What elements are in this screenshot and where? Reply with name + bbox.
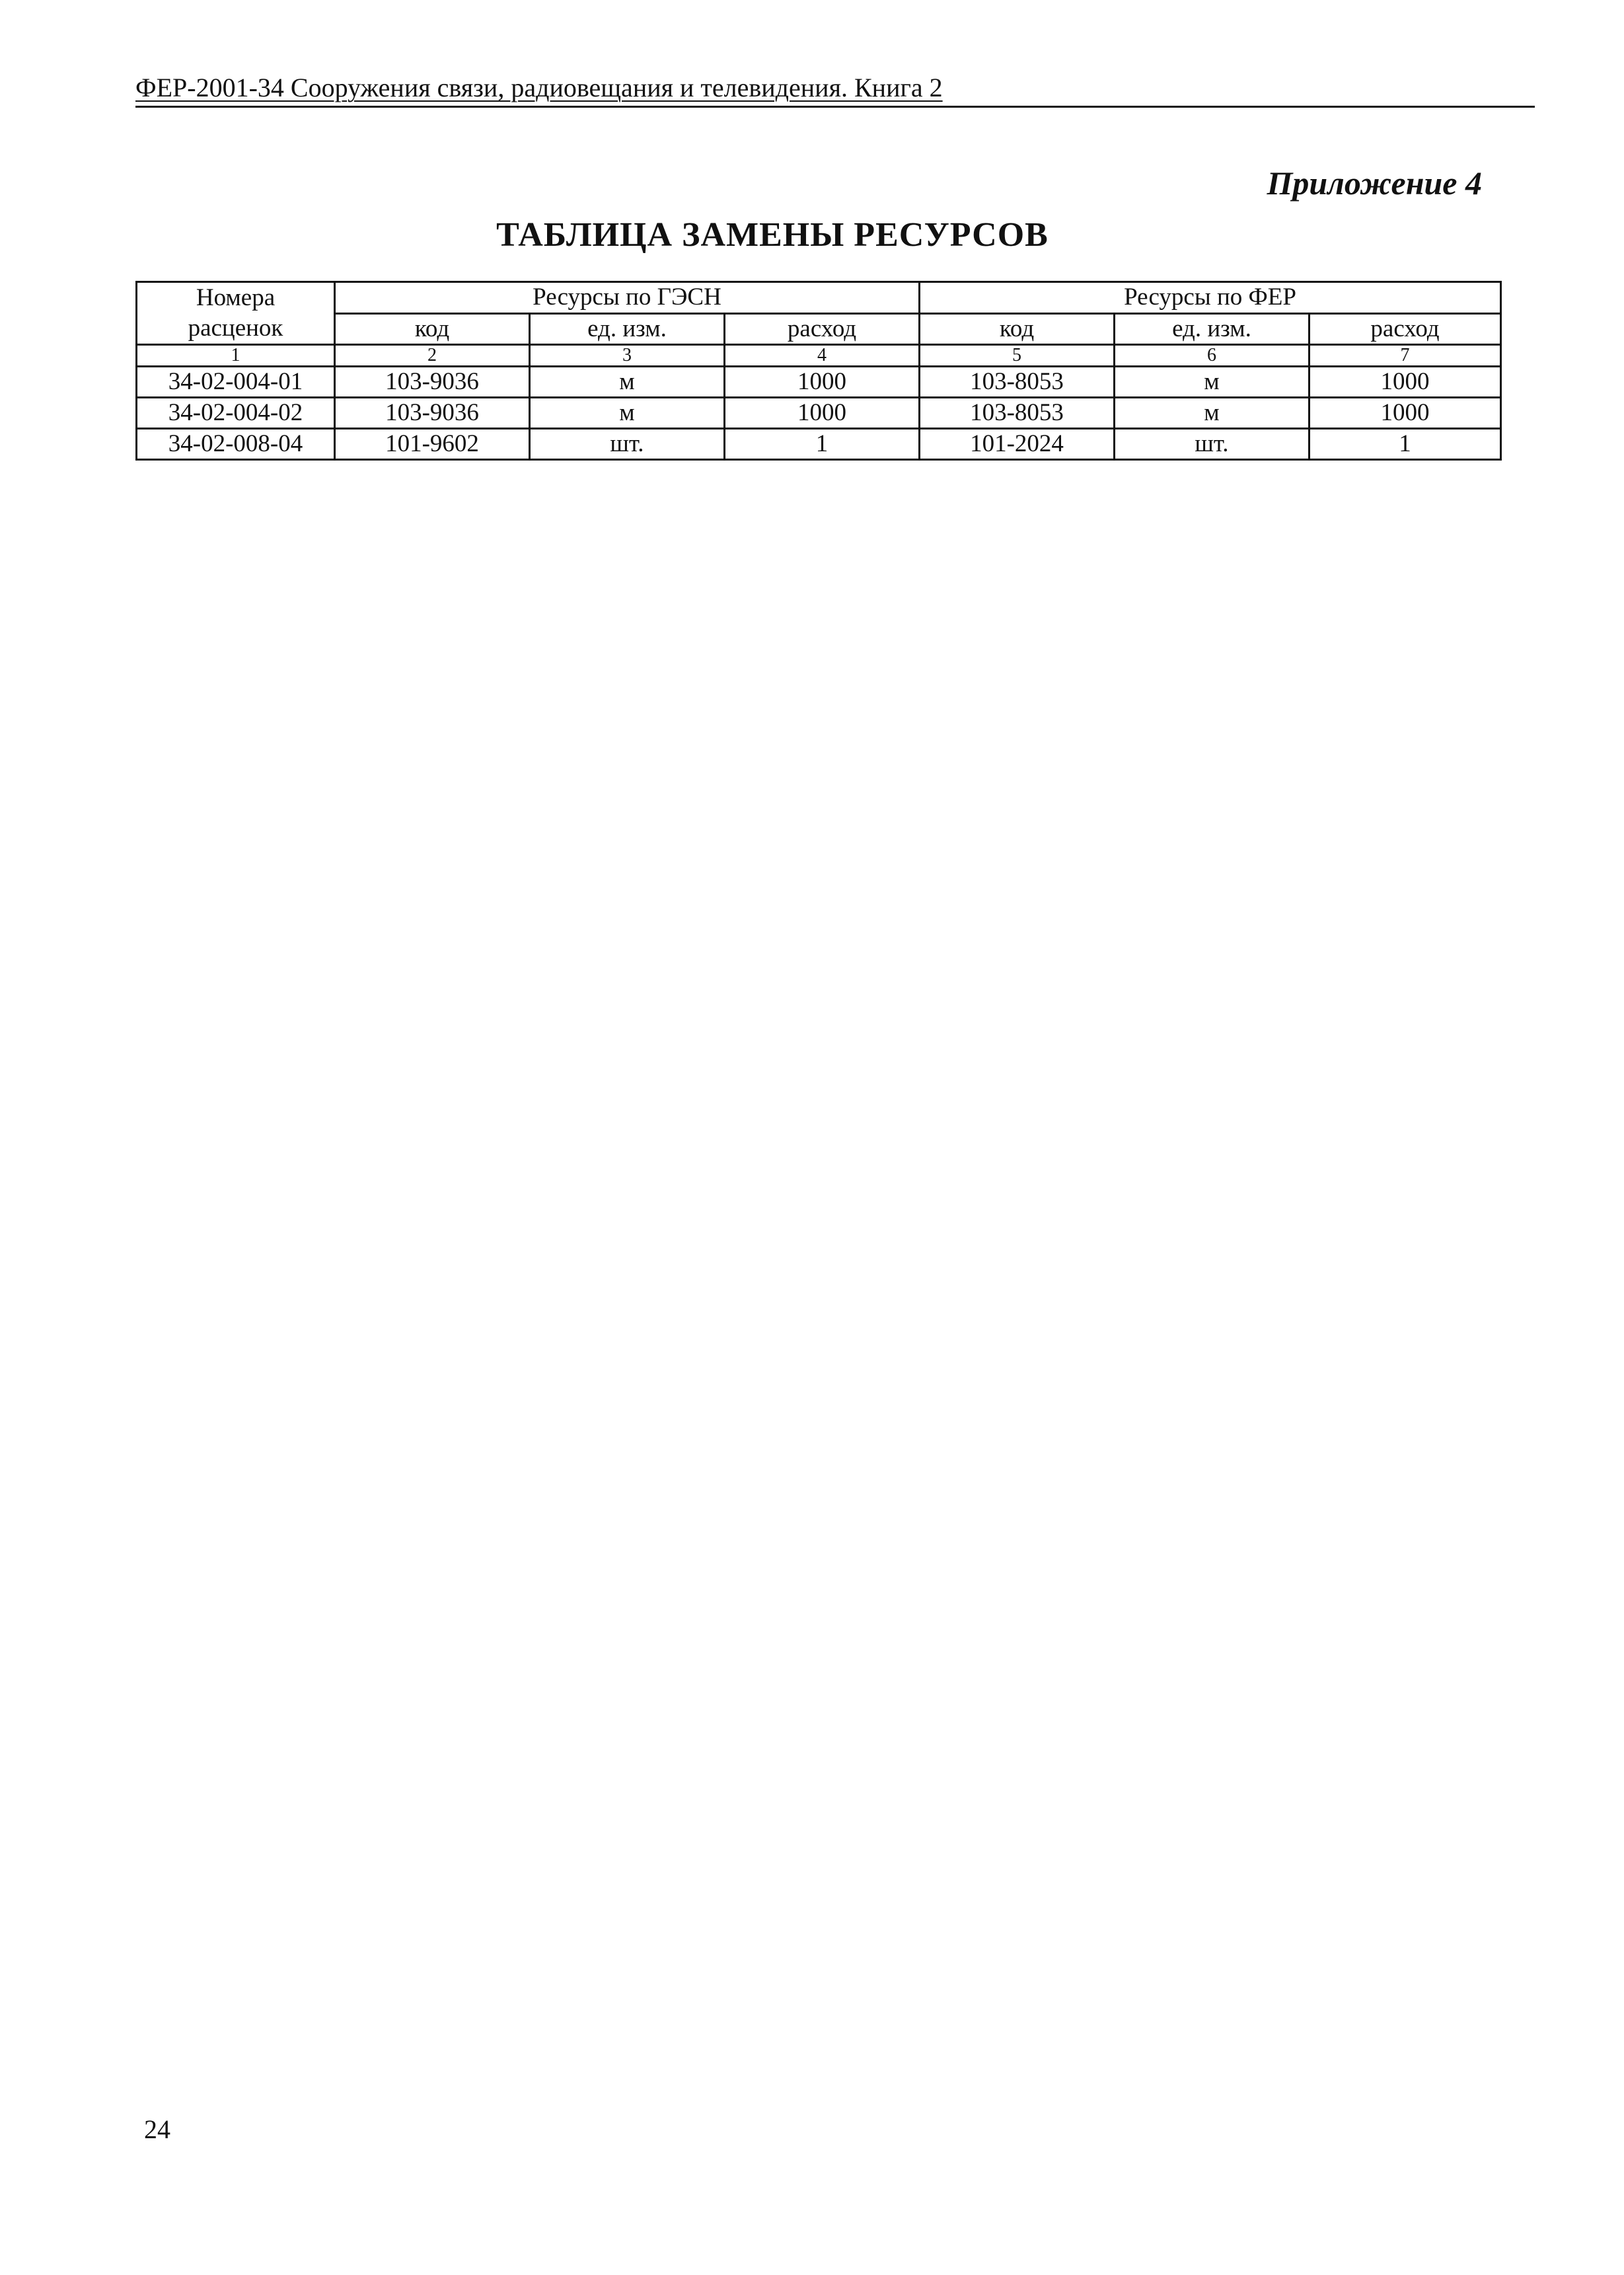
table-row — [137, 367, 1501, 398]
header-gesn-consumption: расход — [725, 313, 920, 345]
cell-fer-consumption: 1000 — [1310, 398, 1501, 429]
cell-fer-unit: шт. — [1115, 429, 1310, 460]
cell-gesn-unit: м — [530, 398, 725, 429]
cell-gesn-consumption: 1000 — [725, 367, 920, 398]
header-fer-consumption: расход — [1310, 313, 1501, 345]
cell-gesn-code: 103-9036 — [335, 398, 530, 429]
header-group-fer: Ресурсы по ФЕР — [920, 282, 1501, 314]
column-number: 7 — [1310, 345, 1501, 367]
header-group-gesn: Ресурсы по ГЭСН — [335, 282, 920, 314]
resource-replacement-table — [135, 281, 1502, 461]
cell-gesn-consumption: 1 — [725, 429, 920, 460]
cell-fer-consumption: 1000 — [1310, 367, 1501, 398]
document-title: ТАБЛИЦА ЗАМЕНЫ РЕСУРСОВ — [496, 216, 1049, 254]
running-header — [135, 71, 1535, 108]
cell-rate-number: 34-02-004-02 — [137, 398, 335, 429]
cell-gesn-code: 103-9036 — [335, 367, 530, 398]
table-row — [137, 398, 1501, 429]
header-rate-numbers-line2: расценок — [188, 315, 283, 342]
column-number-row — [137, 345, 1501, 367]
cell-gesn-consumption: 1000 — [725, 398, 920, 429]
table-row — [137, 429, 1501, 460]
column-number: 5 — [920, 345, 1115, 367]
column-number: 4 — [725, 345, 920, 367]
header-rate-numbers — [137, 282, 335, 345]
cell-fer-code: 103-8053 — [920, 367, 1115, 398]
table-header-row-sub — [137, 313, 1501, 345]
header-rate-numbers-line1: Номера — [196, 284, 276, 311]
appendix-label: Приложение 4 — [1267, 165, 1482, 202]
table-header-row-groups — [137, 282, 1501, 314]
cell-fer-code: 103-8053 — [920, 398, 1115, 429]
page-number: 24 — [144, 2114, 170, 2144]
cell-rate-number: 34-02-004-01 — [137, 367, 335, 398]
column-number: 6 — [1115, 345, 1310, 367]
column-number: 1 — [137, 345, 335, 367]
cell-fer-code: 101-2024 — [920, 429, 1115, 460]
column-number: 3 — [530, 345, 725, 367]
cell-gesn-code: 101-9602 — [335, 429, 530, 460]
cell-fer-unit: м — [1115, 367, 1310, 398]
cell-fer-consumption: 1 — [1310, 429, 1501, 460]
header-gesn-unit: ед. изм. — [530, 313, 725, 345]
header-fer-unit: ед. изм. — [1115, 313, 1310, 345]
cell-gesn-unit: м — [530, 367, 725, 398]
header-fer-code: код — [920, 313, 1115, 345]
column-number: 2 — [335, 345, 530, 367]
cell-rate-number: 34-02-008-04 — [137, 429, 335, 460]
running-title: ФЕР-2001-34 Сооружения связи, радиовещания и телевидения. Книга 2 — [135, 73, 943, 102]
header-gesn-code: код — [335, 313, 530, 345]
cell-fer-unit: м — [1115, 398, 1310, 429]
cell-gesn-unit: шт. — [530, 429, 725, 460]
